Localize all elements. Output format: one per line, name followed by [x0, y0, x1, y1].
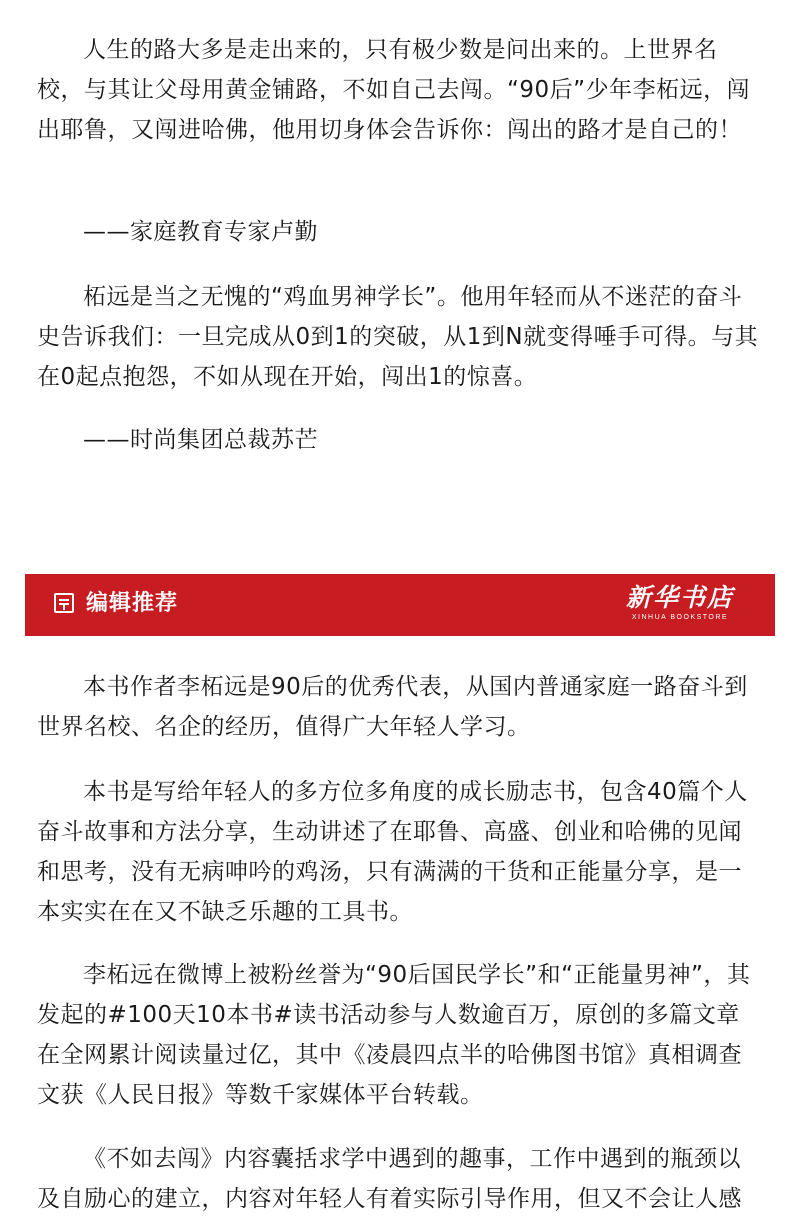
recommendation-paragraph: 李柘远在微博上被粉丝誉为“90后国民学长”和“正能量男神”，其发起的#100天10本书#读书活动参与人数逾百万，原创的多篇文章在全网累计阅读量过亿，其中《凌晨四点半的哈佛图书馆》真相调查文获《人民日报》等数千家媒体平台转载。 — [37, 962, 751, 1108]
recommendation-paragraph: 《不如去闯》内容囊括求学中遇到的趣事，工作中遇到的瓶颈以及自励心的建立，内容对年轻人有着实际引导作用，但又不会让人感 — [37, 1146, 742, 1212]
quote-paragraph: 人生的路大多是走出来的，只有极少数是问出来的。上世界名校，与其让父母用黄金铺路，不如自己去闯。“90后”少年李柘远，闯出耶鲁，又闯进哈佛，他用切身体会告诉你：闯出的路才是自己的！ — [37, 37, 751, 143]
xinhua-bookstore-logo — [615, 583, 745, 629]
logo-subtext: XINHUA BOOKSTORE — [631, 614, 729, 621]
section-banner — [25, 574, 775, 636]
recommendation-paragraph: 本书作者李柘远是90后的优秀代表，从国内普通家庭一路奋斗到世界名校、名企的经历，值得广大年轻人学习。 — [37, 674, 748, 740]
logo-text: 新华书店 — [625, 583, 734, 612]
quote-attribution: ——家庭教育专家卢勤 — [83, 219, 318, 245]
section-title: 编辑推荐 — [86, 591, 179, 616]
book-icon — [54, 593, 74, 613]
recommendation-paragraph: 本书是写给年轻人的多方位多角度的成长励志书，包含40篇个人奋斗故事和方法分享，生动讲述了在耶鲁、高盛、创业和哈佛的见闻和思考，没有无病呻吟的鸡汤，只有满满的干货和正能量分享，是一本实实在在又不缺乏乐趣的工具书。 — [37, 779, 748, 925]
quote-attribution: ——时尚集团总裁苏芒 — [83, 427, 318, 453]
quote-paragraph: 柘远是当之无愧的“鸡血男神学长”。他用年轻而从不迷茫的奋斗史告诉我们：一旦完成从0到1的突破，从1到N就变得唾手可得。与其在0起点抱怨，不如从现在开始，闯出1的惊喜。 — [37, 284, 759, 390]
